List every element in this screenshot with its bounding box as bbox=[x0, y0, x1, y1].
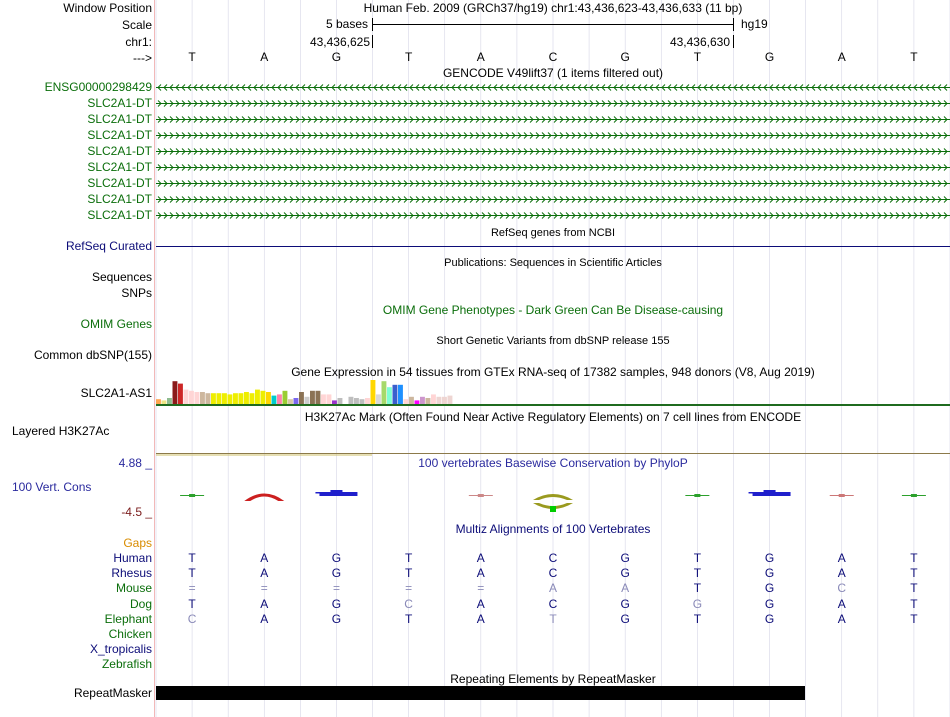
alignment-base: A bbox=[476, 551, 485, 565]
gtex-tissue-bar bbox=[360, 399, 365, 404]
conservation-letter-g bbox=[315, 492, 357, 496]
gtex-tissue-bar bbox=[195, 392, 200, 404]
gtex-tissue-bar bbox=[294, 398, 299, 404]
alignment-base: G bbox=[331, 566, 342, 581]
species-label[interactable]: Chicken bbox=[108, 627, 152, 641]
alignment-base: A bbox=[260, 551, 269, 565]
sequence-base: T bbox=[404, 50, 413, 64]
chromosome-label: chr1: bbox=[125, 35, 152, 49]
conservation-letter-a bbox=[244, 494, 284, 502]
alignment-base: A bbox=[837, 551, 846, 565]
omim-label[interactable]: OMIM Genes bbox=[80, 317, 152, 331]
alignment-base: C bbox=[404, 596, 413, 611]
alignment-base: T bbox=[188, 596, 196, 611]
gaps-label[interactable]: Gaps bbox=[123, 536, 152, 550]
conservation-letter-g bbox=[749, 492, 791, 496]
gtex-tissue-bar bbox=[376, 394, 381, 404]
gtex-tissue-bar bbox=[349, 397, 354, 404]
conservation-mark bbox=[478, 494, 484, 497]
gtex-tissue-bar bbox=[228, 394, 233, 404]
conservation-mark bbox=[694, 494, 700, 497]
strand-label: ---> bbox=[133, 51, 152, 65]
alignment-base: G bbox=[692, 596, 703, 611]
sequence-base: A bbox=[476, 50, 485, 64]
alignment-base: T bbox=[693, 566, 702, 581]
gtex-tissue-bar bbox=[387, 387, 392, 404]
alignment-base: G bbox=[620, 596, 630, 611]
gtex-tissue-bar bbox=[382, 381, 387, 404]
dbsnp-title: Short Genetic Variants from dbSNP release 155 bbox=[436, 335, 670, 347]
gencode-transcript-label[interactable]: SLC2A1-DT bbox=[87, 144, 152, 158]
gtex-tissue-bar bbox=[354, 398, 359, 404]
alignment-base: T bbox=[910, 611, 918, 626]
conservation-ymin: -4.5 _ bbox=[121, 505, 152, 519]
gtex-tissue-bar bbox=[266, 392, 271, 404]
gtex-tissue-bar bbox=[316, 391, 321, 404]
conservation-title: 100 vertebrates Basewise Conservation by PhyloP bbox=[418, 456, 688, 470]
alignment-base: G bbox=[764, 596, 775, 611]
gtex-tissue-bar bbox=[371, 380, 376, 404]
gtex-tissue-bar bbox=[393, 385, 398, 404]
scale-label: Scale bbox=[121, 18, 152, 32]
gtex-tissue-bar bbox=[321, 394, 326, 404]
window-position-label: Window Position bbox=[63, 1, 152, 15]
gtex-tissue-bar bbox=[283, 391, 288, 404]
gtex-tissue-bar bbox=[239, 393, 244, 404]
omim-title: OMIM Gene Phenotypes - Dark Green Can Be Disease-causing bbox=[382, 303, 724, 317]
alignment-base: G bbox=[620, 551, 630, 565]
alignment-base: T bbox=[910, 581, 918, 596]
alignment-base: A bbox=[621, 581, 630, 596]
gtex-tissue-bar bbox=[310, 391, 315, 404]
gtex-tissue-bar bbox=[162, 400, 167, 404]
alignment-base: T bbox=[188, 566, 196, 581]
gencode-transcript-label[interactable]: ENSG00000298429 bbox=[44, 80, 152, 94]
position-left: 43,436,625 bbox=[309, 35, 370, 49]
alignment-base: G bbox=[764, 566, 775, 581]
alignment-base: G bbox=[620, 566, 630, 581]
species-label[interactable]: Dog bbox=[129, 596, 152, 611]
gtex-tissue-bar bbox=[404, 399, 409, 404]
alignment-base: T bbox=[404, 566, 413, 581]
alignment-base: A bbox=[260, 596, 269, 611]
gtex-tissue-bar bbox=[448, 396, 453, 404]
alignment-base: G bbox=[764, 611, 775, 626]
gtex-tissue-bar bbox=[327, 394, 332, 404]
gtex-tissue-bar bbox=[217, 393, 222, 404]
gtex-tissue-bar bbox=[261, 391, 266, 404]
gtex-tissue-bar bbox=[173, 381, 178, 404]
alignment-base: T bbox=[910, 596, 918, 611]
alignment-base: G bbox=[620, 611, 630, 626]
alignment-base: G bbox=[331, 551, 342, 565]
alignment-base: A bbox=[548, 581, 557, 596]
window-position-value: Human Feb. 2009 (GRCh37/hg19) chr1:43,436,623-43,436,633 (11 bp) bbox=[363, 1, 743, 15]
gtex-tissue-bar bbox=[189, 391, 194, 404]
alignment-base: T bbox=[693, 551, 702, 565]
alignment-base: = bbox=[260, 581, 268, 596]
species-label[interactable]: Rhesus bbox=[111, 566, 152, 581]
publications-label[interactable]: Sequences bbox=[91, 270, 152, 284]
alignment-base: G bbox=[331, 596, 342, 611]
snps-label[interactable]: SNPs bbox=[121, 286, 152, 300]
repeatmasker-block bbox=[156, 686, 805, 700]
alignment-base: T bbox=[404, 551, 413, 565]
alignment-base: C bbox=[837, 581, 847, 596]
gtex-tissue-bar bbox=[338, 398, 343, 404]
sequence-base: G bbox=[620, 50, 630, 64]
gtex-tissue-bar bbox=[431, 394, 436, 404]
conservation-mark bbox=[189, 494, 195, 497]
gtex-tissue-bar bbox=[167, 398, 172, 404]
alignment-base: A bbox=[260, 611, 269, 626]
species-label[interactable]: Mouse bbox=[115, 581, 152, 596]
gtex-tissue-bar bbox=[206, 393, 211, 404]
gtex-tissue-bar bbox=[233, 393, 238, 404]
alignment-base: = bbox=[477, 581, 485, 596]
alignment-base: C bbox=[548, 596, 558, 611]
gtex-tissue-bar bbox=[343, 397, 348, 404]
gencode-transcript-label[interactable]: SLC2A1-DT bbox=[87, 96, 152, 110]
gtex-tissue-bar bbox=[178, 384, 183, 404]
conservation-letter-g bbox=[330, 490, 342, 492]
gencode-title: GENCODE V49lift37 (1 items filtered out) bbox=[442, 66, 664, 80]
publications-title: Publications: Sequences in Scientific Articles bbox=[444, 257, 662, 269]
species-label[interactable]: Zebrafish bbox=[101, 657, 152, 672]
gtex-label[interactable]: SLC2A1-AS1 bbox=[80, 386, 152, 400]
sequence-base: C bbox=[548, 50, 558, 64]
gtex-tissue-bar bbox=[244, 392, 249, 404]
gtex-tissue-bar bbox=[420, 397, 425, 404]
refseq-label[interactable]: RefSeq Curated bbox=[65, 239, 152, 253]
alignment-base: A bbox=[837, 611, 846, 626]
gtex-tissue-bar bbox=[332, 400, 337, 404]
gtex-tissue-bar bbox=[255, 390, 260, 404]
gtex-tissue-bar bbox=[365, 398, 370, 404]
alignment-base: A bbox=[837, 596, 846, 611]
h3k27ac-title: H3K27Ac Mark (Often Found Near Active Regulatory Elements) on 7 cell lines from ENCODE bbox=[304, 410, 802, 424]
gencode-transcript-label[interactable]: SLC2A1-DT bbox=[87, 112, 152, 126]
alignment-base: T bbox=[693, 611, 702, 626]
gencode-transcript-label[interactable]: SLC2A1-DT bbox=[87, 160, 152, 174]
gtex-tissue-bar bbox=[299, 392, 304, 404]
conservation-mark bbox=[550, 506, 556, 512]
scale-assembly: hg19 bbox=[741, 17, 768, 31]
alignment-base: T bbox=[693, 581, 702, 596]
gencode-transcript-label[interactable]: SLC2A1-DT bbox=[87, 176, 152, 190]
gtex-tissue-bar bbox=[398, 385, 403, 404]
repeatmasker-title: Repeating Elements by RepeatMasker bbox=[450, 672, 656, 686]
alignment-base: = bbox=[188, 581, 196, 596]
conservation-label[interactable]: 100 Vert. Cons bbox=[12, 480, 92, 494]
alignment-base: A bbox=[476, 566, 485, 581]
alignment-base: C bbox=[548, 566, 558, 581]
gtex-tissue-bar bbox=[409, 397, 414, 404]
species-label[interactable]: Human bbox=[113, 551, 152, 565]
conservation-letter-g bbox=[764, 490, 776, 492]
scale-text: 5 bases bbox=[325, 17, 368, 31]
gtex-tissue-bar bbox=[222, 393, 227, 404]
gtex-tissue-bar bbox=[305, 397, 310, 404]
position-right: 43,436,630 bbox=[669, 35, 730, 49]
alignment-base: A bbox=[476, 596, 485, 611]
gencode-transcript-label[interactable]: SLC2A1-DT bbox=[87, 128, 152, 142]
gtex-tissue-bar bbox=[426, 398, 431, 404]
refseq-title: RefSeq genes from NCBI bbox=[490, 227, 616, 239]
gtex-tissue-bar bbox=[156, 399, 161, 404]
gtex-tissue-bar bbox=[250, 393, 255, 404]
gtex-tissue-bar bbox=[272, 396, 277, 404]
alignment-base: C bbox=[187, 611, 197, 626]
sequence-base: T bbox=[910, 50, 918, 64]
alignment-base: T bbox=[404, 611, 413, 626]
repeatmasker-label[interactable]: RepeatMasker bbox=[73, 686, 152, 700]
gtex-tissue-bar bbox=[200, 392, 205, 404]
alignment-base: = bbox=[405, 581, 413, 596]
gtex-tissue-bar bbox=[415, 400, 420, 404]
species-label[interactable]: X_tropicalis bbox=[89, 642, 152, 657]
sequence-base: T bbox=[188, 50, 196, 64]
sequence-base: T bbox=[693, 50, 702, 64]
alignment-base: G bbox=[764, 551, 775, 565]
gencode-transcript-label[interactable]: SLC2A1-DT bbox=[87, 192, 152, 206]
alignment-base: T bbox=[188, 551, 196, 565]
alignment-base: G bbox=[331, 611, 342, 626]
gtex-tissue-bar bbox=[288, 399, 293, 404]
multiz-title: Multiz Alignments of 100 Vertebrates bbox=[455, 522, 651, 536]
alignment-base: T bbox=[549, 611, 557, 626]
gtex-tissue-bar bbox=[211, 393, 216, 404]
sequence-base: G bbox=[764, 50, 775, 64]
conservation-letter-c bbox=[533, 494, 573, 500]
dbsnp-label[interactable]: Common dbSNP(155) bbox=[33, 348, 152, 362]
conservation-ymax: 4.88 _ bbox=[118, 456, 152, 470]
alignment-base: T bbox=[910, 566, 918, 581]
sequence-base: G bbox=[331, 50, 342, 64]
sequence-base: A bbox=[837, 50, 846, 64]
sequence-base: A bbox=[260, 50, 269, 64]
gtex-tissue-bar bbox=[184, 390, 189, 404]
conservation-mark bbox=[911, 494, 917, 497]
gencode-transcript-label[interactable]: SLC2A1-DT bbox=[87, 208, 152, 222]
alignment-base: G bbox=[764, 581, 775, 596]
gtex-title: Gene Expression in 54 tissues from GTEx RNA-seq of 17382 samples, 948 donors (V8, Aug 2019) bbox=[291, 365, 815, 379]
h3k27ac-label[interactable]: Layered H3K27Ac bbox=[12, 424, 110, 438]
alignment-base: A bbox=[476, 611, 485, 626]
gtex-tissue-bar bbox=[277, 394, 282, 404]
alignment-base: C bbox=[548, 551, 558, 565]
gtex-tissue-bar bbox=[442, 397, 447, 404]
alignment-base: T bbox=[910, 551, 918, 565]
alignment-base: = bbox=[332, 581, 340, 596]
gtex-tissue-bar bbox=[437, 397, 442, 404]
alignment-base: A bbox=[260, 566, 269, 581]
species-label[interactable]: Elephant bbox=[104, 611, 152, 626]
alignment-base: A bbox=[837, 566, 846, 581]
conservation-mark bbox=[839, 494, 845, 497]
